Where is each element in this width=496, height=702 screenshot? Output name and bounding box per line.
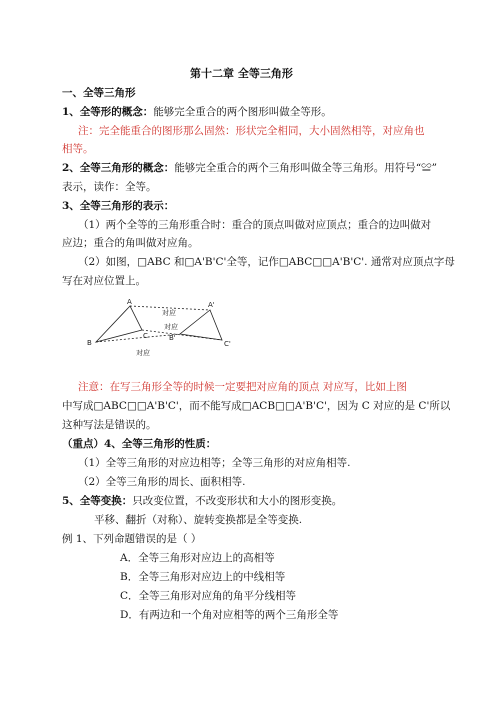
note-2-line-2: 中写成□ABC□□A'B'C'，而不能写成□ACB□□A'B'C'，因为 C 对应的是 C'所以 [62, 400, 451, 412]
paragraph-5-heading: 5、全等变换： [62, 495, 133, 507]
paragraph-2 [62, 161, 437, 175]
note-1-line-1: 注：完全能重合的图形那么固然：形状完全相同，大小固然相等，对应角也 [78, 125, 425, 137]
paragraph-3-heading: 3、全等三角形的表示： [62, 200, 175, 212]
chapter-title: 第十二章 全等三角形 [190, 67, 293, 80]
paragraph-3-item-1-line-1: （1）两个全等的三角形重合时：重合的顶点叫做对应顶点；重合的边叫做对 [78, 219, 432, 231]
vertex-c1-label: C' [224, 340, 231, 348]
example-1-option-c: C．全等三角形对应角的角平分线相等 [120, 590, 297, 602]
correspondence-label-top: 对应 [162, 309, 176, 317]
correspondence-line-c [142, 330, 222, 340]
note-2-line-3: 这种写法是错误的。 [62, 419, 157, 431]
paragraph-4-item-1: （1）全等三角形的对应边相等；全等三角形的对应角相等. [78, 457, 351, 469]
vertex-b1-label: B' [169, 334, 176, 342]
correspondence-line-b [96, 334, 180, 342]
example-1-stem: 例 1、下列命题错误的是（ ） [62, 533, 202, 545]
example-1-option-a: A．全等三角形对应边上的高相等 [120, 552, 275, 564]
paragraph-1-heading: 1、全等形的概念： [62, 106, 154, 118]
example-1-option-d: D．有两边和一个角对应相等的两个三角形全等 [120, 609, 339, 621]
paragraph-3-item-1-line-2: 应边；重合的角叫做对应角。 [62, 237, 199, 249]
paragraph-3-item-2-line-2: 写在对应位置上。 [62, 275, 146, 287]
vertex-a1-label: A' [208, 301, 215, 309]
paragraph-5-body: 只改变位置，不改变形状和大小的图形变换。 [132, 495, 343, 507]
vertex-a-label: A [127, 298, 132, 306]
note-1-line-2: 相等。 [62, 143, 94, 155]
congruent-triangles-figure [84, 298, 244, 360]
paragraph-2-heading: 2、全等三角形的概念： [62, 162, 175, 174]
correspondence-label-bottom: 对应 [136, 349, 150, 357]
paragraph-1-body: 能够完全重合的两个图形叫做全等形。 [153, 106, 332, 118]
vertex-c-label: C [143, 332, 148, 340]
example-1-option-b: B．全等三角形对应边上的中线相等 [120, 571, 286, 583]
note-2-line-1: 注意：在写三角形全等的时候一定要把对应角的顶点 对应写，比如上图 [78, 381, 407, 393]
vertex-b-label: B [87, 339, 92, 347]
paragraph-3-item-2-line-1: （2）如图，□ABC 和□A'B'C'全等，记作□ABC□□A'B'C'. 通常对应顶点字母 [78, 256, 455, 268]
paragraph-4-item-2: （2）全等三角形的周长、面积相等. [78, 476, 246, 488]
paragraph-1 [62, 105, 332, 119]
correspondence-label-middle: 对应 [164, 323, 178, 331]
paragraph-5 [62, 494, 342, 508]
paragraph-2-body: 能够完全重合的两个三角形叫做全等三角形。用符号“≌” [174, 162, 438, 174]
paragraph-5-line-2: 平移、翻折（对称）、旋转变换都是全等变换. [94, 514, 303, 526]
paragraph-4-heading: （重点）4、全等三角形的性质： [62, 438, 217, 450]
section-heading: 一、全等三角形 [62, 87, 136, 99]
paragraph-2-line-2: 表示，读作：全等。 [62, 181, 157, 193]
triangle-abc [96, 306, 142, 342]
